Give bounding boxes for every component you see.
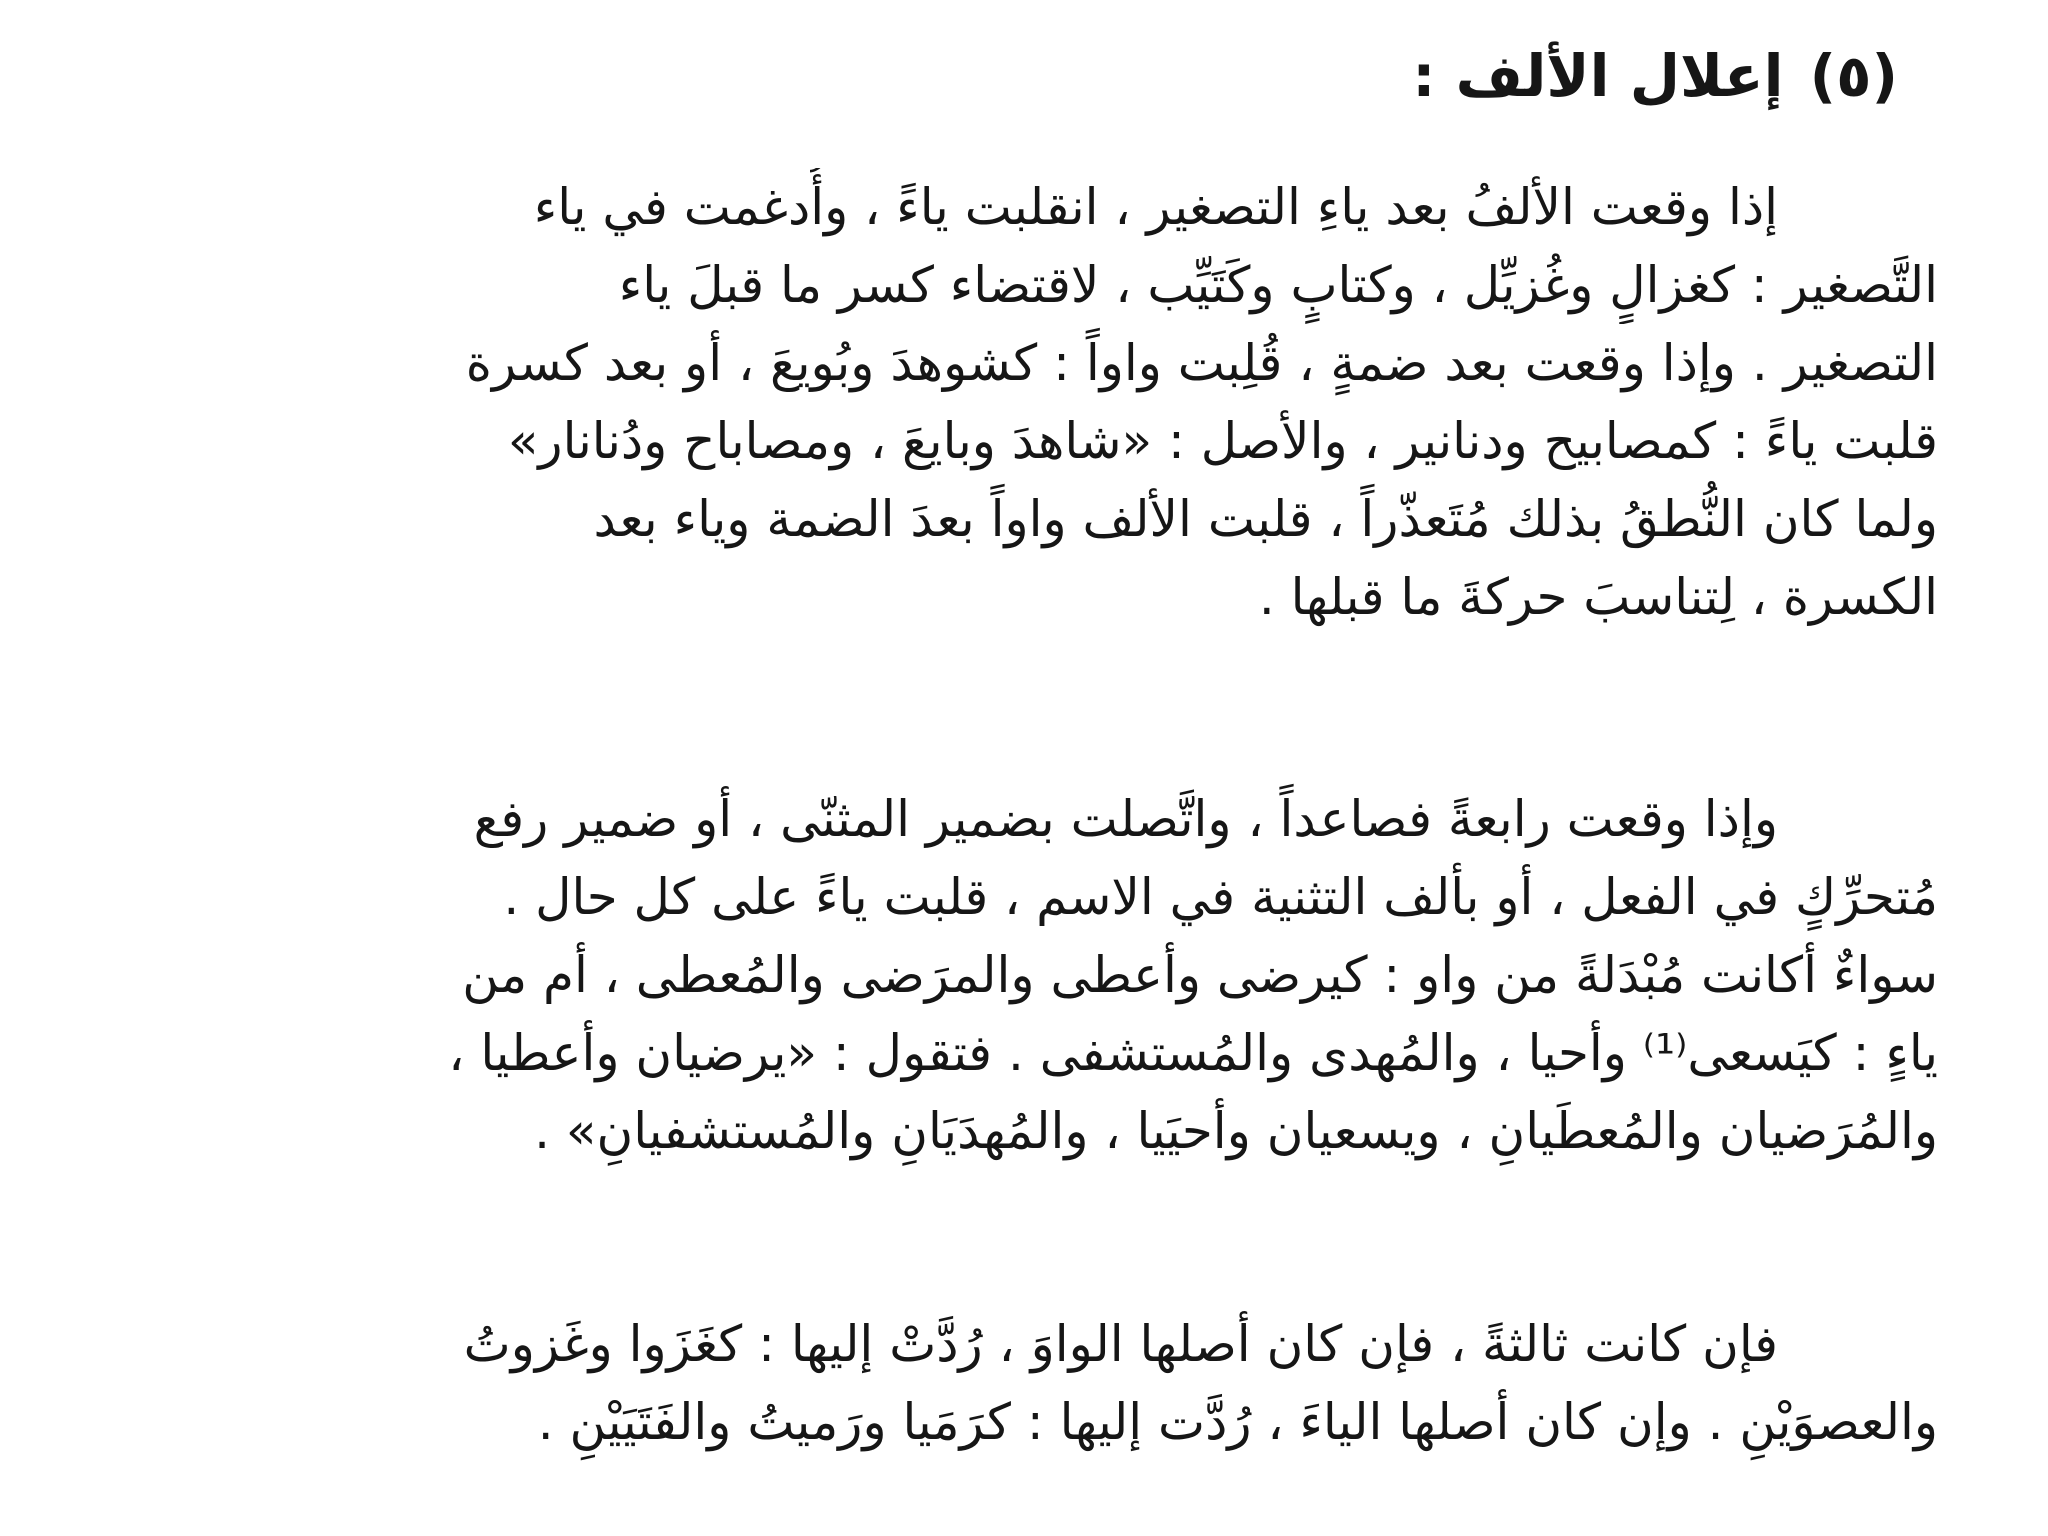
- paragraph-line: إذا وقعت الألفُ بعد ياءِ التصغير ، انقلبت ياءً ، وأُدغمت في ياء: [533, 178, 1778, 236]
- paragraph-line: والمُرَضيان والمُعطَيانِ ، ويسعيان وأحيَيا ، والمُهدَيَانِ والمُستشفيانِ» .: [534, 1102, 1938, 1160]
- section-heading: [1412, 36, 1898, 116]
- paragraph-1: [138, 168, 1938, 636]
- paragraph-line: ولما كان النُّطقُ بذلك مُتَعذّراً ، قلبت الألف واواً بعدَ الضمة وياء بعد: [593, 490, 1938, 548]
- paragraph-line: وإذا وقعت رابعةً فصاعداً ، واتَّصلت بضمير المثنّى ، أو ضمير رفع: [473, 790, 1778, 848]
- section-number: (٥): [1809, 42, 1898, 110]
- paragraph-line: التصغير . وإذا وقعت بعد ضمةٍ ، قُلِبت واواً : كشوهدَ وبُويعَ ، أو بعد كسرة: [465, 334, 1938, 392]
- paragraph-line: ياءٍ : كيَسعى⁽¹⁾ وأحيا ، والمُهدى والمُستشفى . فتقول : «يرضيان وأعطيا ،: [448, 1024, 1938, 1082]
- paragraph-2: [138, 780, 1938, 1170]
- paragraph-line: التَّصغير : كغزالٍ وغُزيِّل ، وكتابٍ وكَتَيِّب ، لاقتضاء كسر ما قبلَ ياء: [618, 256, 1938, 314]
- paragraph-line: والعصوَيْنِ . وإن كان أصلها الياءَ ، رُدَّت إليها : كرَمَيا ورَميتُ والفَتَيَيْنِ .: [537, 1393, 1938, 1451]
- paragraph-line: قلبت ياءً : كمصابيح ودنانير ، والأصل : «شاهدَ وبايعَ ، ومصاباح ودُنانار»: [507, 412, 1938, 470]
- section-title: إعلال الألف :: [1412, 42, 1784, 110]
- paragraph-line: مُتحرِّكٍ في الفعل ، أو بألف التثنية في الاسم ، قلبت ياءً على كل حال .: [503, 868, 1938, 926]
- paragraph-line: الكسرة ، لِتناسبَ حركةَ ما قبلها .: [1258, 568, 1938, 626]
- paragraph-line: فإن كانت ثالثةً ، فإن كان أصلها الواوَ ، رُدَّتْ إليها : كغَزَوا وغَزوتُ: [463, 1315, 1778, 1373]
- paragraph-3: [138, 1305, 1938, 1461]
- paragraph-line: سواءٌ أكانت مُبْدَلةً من واو : كيرضى وأعطى والمرَضى والمُعطى ، أم من: [462, 946, 1938, 1004]
